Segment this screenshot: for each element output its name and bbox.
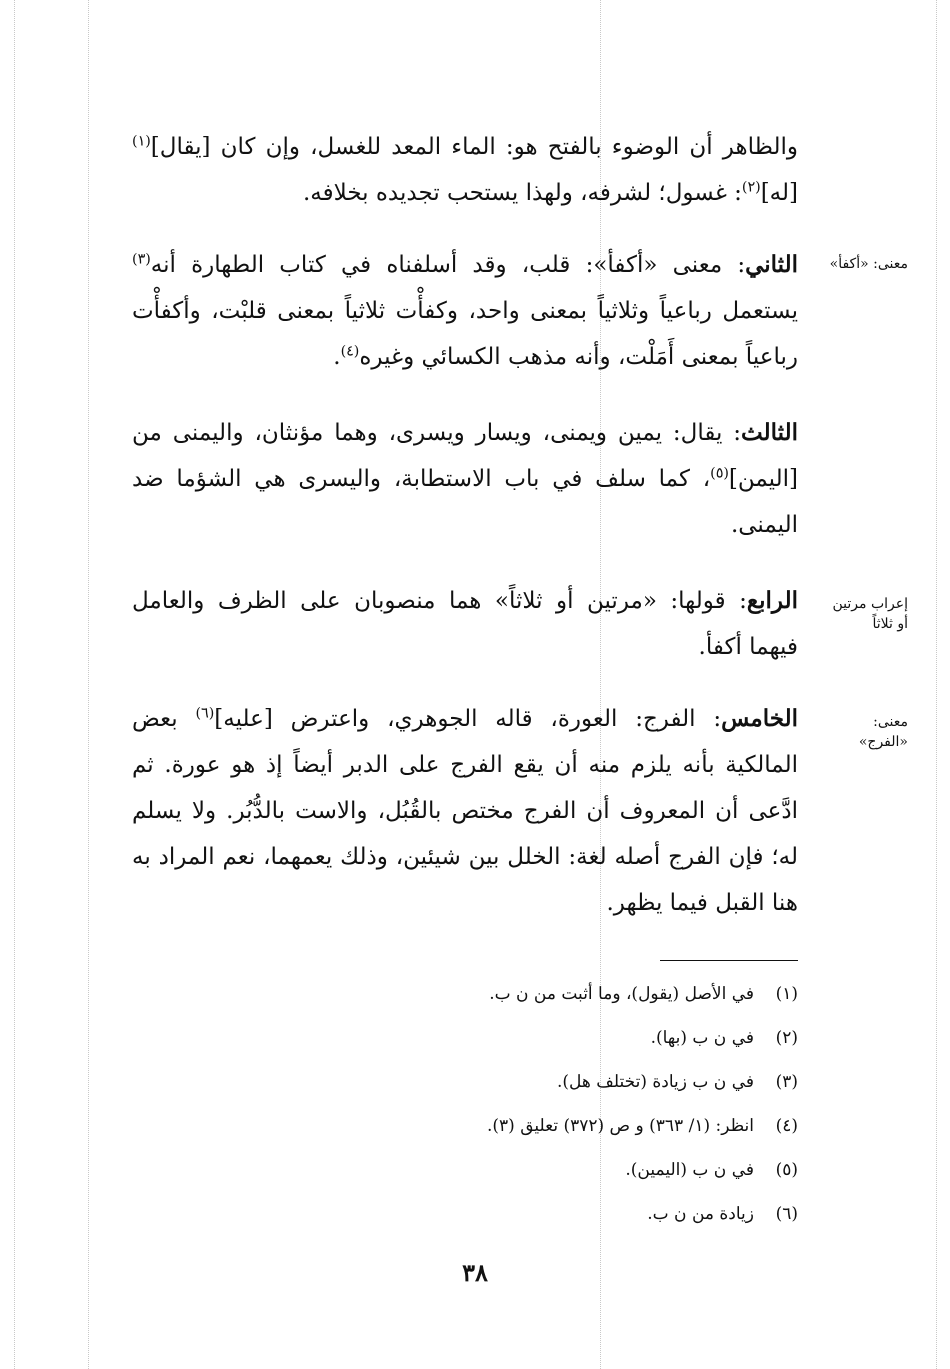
footnote-number: (٣) bbox=[775, 1072, 798, 1092]
footnote-separator bbox=[660, 960, 798, 961]
paragraph-third: الثالث: يقال: يمين ويمنى، ويسار ويسرى، وهما مؤنثان، واليمنى من [اليمن]$^{(٥)}$، كما سلف في باب الاستطابة، واليسرى هي الشؤما ضد اليمنى. bbox=[132, 419, 798, 538]
margin-note-marratayn: إعراب مرتين أو ثلاثاً bbox=[832, 596, 908, 632]
margin-note-akfa: معنى: «أكفأ» bbox=[829, 256, 908, 272]
footnote-number: (٤) bbox=[775, 1116, 798, 1136]
footnote-text: في الأصل (يقول)، وما أثبت من ن ب. bbox=[489, 984, 754, 1004]
page-number: ٣٨ bbox=[462, 1258, 488, 1287]
paragraph-fifth: الخامس: الفرج: العورة، قاله الجوهري، واعترض [عليه]$^{(٦)}$ بعض المالكية بأنه يلزم منه أن يقع الفرج على الدبر أيضاً إذ هو عورة. ثم ادَّعى أن المعروف أن الفرج مختص بالقُبُل، والاست بالدُّبُر. ولا يسلم له؛ فإن الفرج أصله لغة: الخلل بين شيئين، وذلك يعمهما، نعم المراد به هنا القبل فيما يظهر. bbox=[132, 705, 798, 916]
scan-edge-line bbox=[936, 0, 937, 1369]
paragraph-intro: والظاهر أن الوضوء بالفتح هو: الماء المعد للغسل، وإن كان [يقال]$^{(١)}$ [له]$^{(٢)}$: غسول؛ لشرفه، ولهذا يستحب تجديده بخلافه. bbox=[132, 133, 798, 206]
footnote-5 bbox=[132, 1148, 798, 1192]
paragraph-fourth: الرابع: قولها: «مرتين أو ثلاثاً» هما منصوبان على الظرف والعامل فيهما أكفأ. bbox=[132, 587, 798, 660]
footnote-text: زيادة من ن ب. bbox=[647, 1204, 754, 1224]
footnote-2 bbox=[132, 1016, 798, 1060]
footnote-number: (٢) bbox=[775, 1028, 798, 1048]
footnotes-list bbox=[132, 972, 798, 1236]
footnote-6 bbox=[132, 1192, 798, 1236]
footnote-number: (٦) bbox=[775, 1204, 798, 1224]
footnote-1 bbox=[132, 972, 798, 1016]
footnote-text: في ن ب (اليمين). bbox=[625, 1160, 754, 1180]
footnote-text: انظر: (١/ ٣٦٣) و ص (٣٧٢) تعليق (٣). bbox=[486, 1116, 754, 1136]
paragraph-second: الثاني: معنى «أكفأ»: قلب، وقد أسلفناه في كتاب الطهارة أنه$^{(٣)}$ يستعمل رباعياً وثلاثياً بمعنى واحد، وكفأْت ثلاثياً بمعنى قلبْت، وأكفأْت رباعياً بمعنى أَمَلْت، وأنه مذهب الكسائي وغيره$^{(٤)}$. bbox=[132, 251, 798, 370]
footnote-text: في ن ب زيادة (تختلف هل). bbox=[557, 1072, 754, 1092]
footnote-text: في ن ب (بها). bbox=[650, 1028, 754, 1048]
margin-note-farj: معنى: «الفرج» bbox=[858, 714, 908, 750]
scan-edge-line bbox=[14, 0, 15, 1369]
footnote-4 bbox=[132, 1104, 798, 1148]
scan-edge-line bbox=[88, 0, 89, 1369]
footnote-number: (٥) bbox=[775, 1160, 798, 1180]
footnote-3 bbox=[132, 1060, 798, 1104]
footnote-number: (١) bbox=[775, 984, 798, 1004]
